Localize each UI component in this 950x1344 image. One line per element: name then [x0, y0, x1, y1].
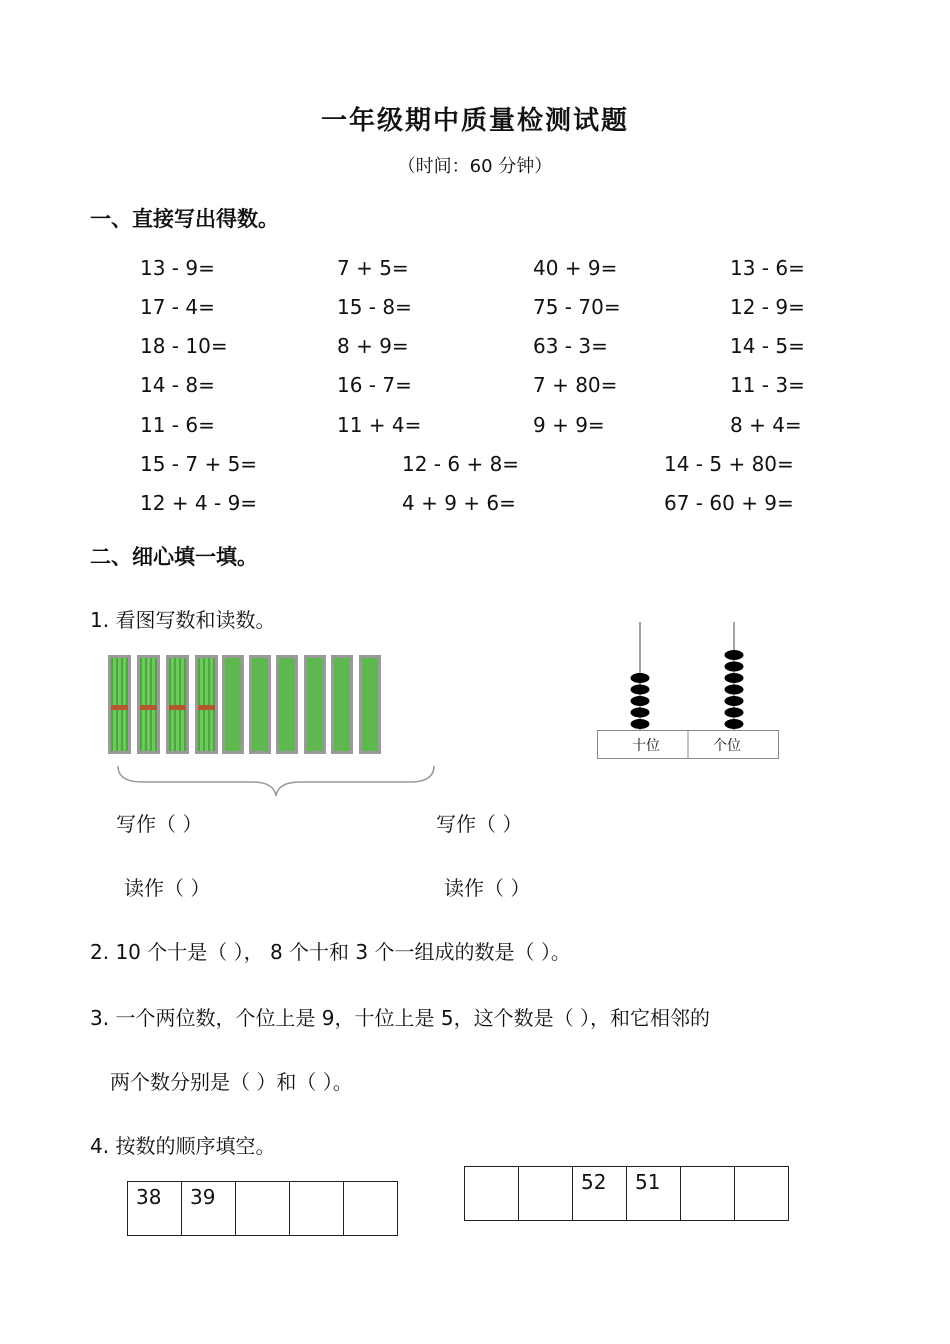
stick-bundle [137, 655, 160, 754]
arithmetic-problem[interactable]: 67 - 60 + 9= [664, 491, 794, 515]
question-3-line2: 两个数分别是（ ）和（ ）。 [110, 1070, 353, 1094]
abacus-bead [725, 673, 744, 683]
abacus-drawing [597, 620, 779, 760]
left-write-blank[interactable]: 写作（ ） [116, 812, 203, 836]
abacus-bead [631, 685, 650, 695]
abacus-bead [725, 650, 744, 660]
arithmetic-problem[interactable]: 63 - 3= [533, 334, 608, 358]
question-4: 4. 按数的顺序填空。 [90, 1134, 276, 1158]
single-stick [222, 655, 244, 754]
arithmetic-problem[interactable]: 8 + 9= [337, 334, 409, 358]
sequence-blank-cell[interactable] [235, 1181, 290, 1236]
left-read-blank[interactable]: 读作（ ） [124, 876, 211, 900]
sequence-number-cell: 52 [572, 1166, 627, 1221]
abacus [597, 620, 779, 760]
arithmetic-problem[interactable]: 75 - 70= [533, 295, 621, 319]
arithmetic-problem[interactable]: 18 - 10= [140, 334, 228, 358]
abacus-bead [725, 708, 744, 718]
sequence-blank-cell[interactable] [464, 1166, 519, 1221]
arithmetic-problem[interactable]: 9 + 9= [533, 413, 605, 437]
sequence-blank-cell[interactable] [518, 1166, 573, 1221]
right-read-blank[interactable]: 读作（ ） [444, 876, 531, 900]
section1-heading: 一、直接写出得数。 [90, 207, 279, 231]
single-stick [276, 655, 298, 754]
arithmetic-problem[interactable]: 11 - 3= [730, 373, 805, 397]
arithmetic-problem[interactable]: 11 - 6= [140, 413, 215, 437]
abacus-bead [631, 696, 650, 706]
question-2: 2. 10 个十是（ ）， 8 个十和 3 个一组成的数是（ ）。 [90, 940, 571, 964]
sequence-number-cell: 39 [181, 1181, 236, 1236]
arithmetic-problem[interactable]: 16 - 7= [337, 373, 412, 397]
tens-place-label: 十位 [632, 738, 660, 754]
arithmetic-problem[interactable]: 4 + 9 + 6= [402, 491, 516, 515]
arithmetic-problem[interactable]: 12 + 4 - 9= [140, 491, 258, 515]
stick-bundle [166, 655, 189, 754]
abacus-bead [631, 719, 650, 729]
sequence-number-cell: 51 [626, 1166, 681, 1221]
arithmetic-problem[interactable]: 13 - 9= [140, 256, 215, 280]
arithmetic-problem[interactable]: 15 - 8= [337, 295, 412, 319]
arithmetic-problem[interactable]: 12 - 9= [730, 295, 805, 319]
arithmetic-problem[interactable]: 13 - 6= [730, 256, 805, 280]
arithmetic-problem[interactable]: 12 - 6 + 8= [402, 452, 520, 476]
time-limit: （时间：60 分钟） [397, 156, 553, 177]
arithmetic-problem[interactable]: 15 - 7 + 5= [140, 452, 258, 476]
stick-bundle [108, 655, 131, 754]
single-stick [304, 655, 326, 754]
page-title: 一年级期中质量检测试题 [320, 106, 629, 136]
section2-heading: 二、细心填一填。 [90, 545, 258, 569]
arithmetic-problem[interactable]: 11 + 4= [337, 413, 422, 437]
sequence-blank-cell[interactable] [734, 1166, 789, 1221]
question-3-line1: 3. 一个两位数，个位上是 9，十位上是 5，这个数是（ ），和它相邻的 [90, 1006, 710, 1030]
brace-icon [112, 762, 442, 798]
ones-place-label: 个位 [713, 738, 741, 754]
abacus-bead [725, 662, 744, 672]
arithmetic-problem[interactable]: 40 + 9= [533, 256, 618, 280]
abacus-bead [631, 673, 650, 683]
abacus-bead [725, 685, 744, 695]
arithmetic-problem[interactable]: 14 - 5 + 80= [664, 452, 794, 476]
single-stick [331, 655, 353, 754]
sequence-blank-cell[interactable] [289, 1181, 344, 1236]
arithmetic-problem[interactable]: 17 - 4= [140, 295, 215, 319]
arithmetic-problem[interactable]: 14 - 8= [140, 373, 215, 397]
abacus-bead [725, 719, 744, 729]
arithmetic-problem[interactable]: 8 + 4= [730, 413, 802, 437]
question-1: 1. 看图写数和读数。 [90, 608, 276, 632]
abacus-bead [725, 696, 744, 706]
sequence-blank-cell[interactable] [343, 1181, 398, 1236]
single-stick [249, 655, 271, 754]
stick-bundle [195, 655, 218, 754]
right-write-blank[interactable]: 写作（ ） [436, 812, 523, 836]
sequence-blank-cell[interactable] [680, 1166, 735, 1221]
arithmetic-problem[interactable]: 14 - 5= [730, 334, 805, 358]
abacus-bead [631, 708, 650, 718]
arithmetic-problem[interactable]: 7 + 80= [533, 373, 618, 397]
single-stick [359, 655, 381, 754]
arithmetic-problem[interactable]: 7 + 5= [337, 256, 409, 280]
sequence-number-cell: 38 [127, 1181, 182, 1236]
